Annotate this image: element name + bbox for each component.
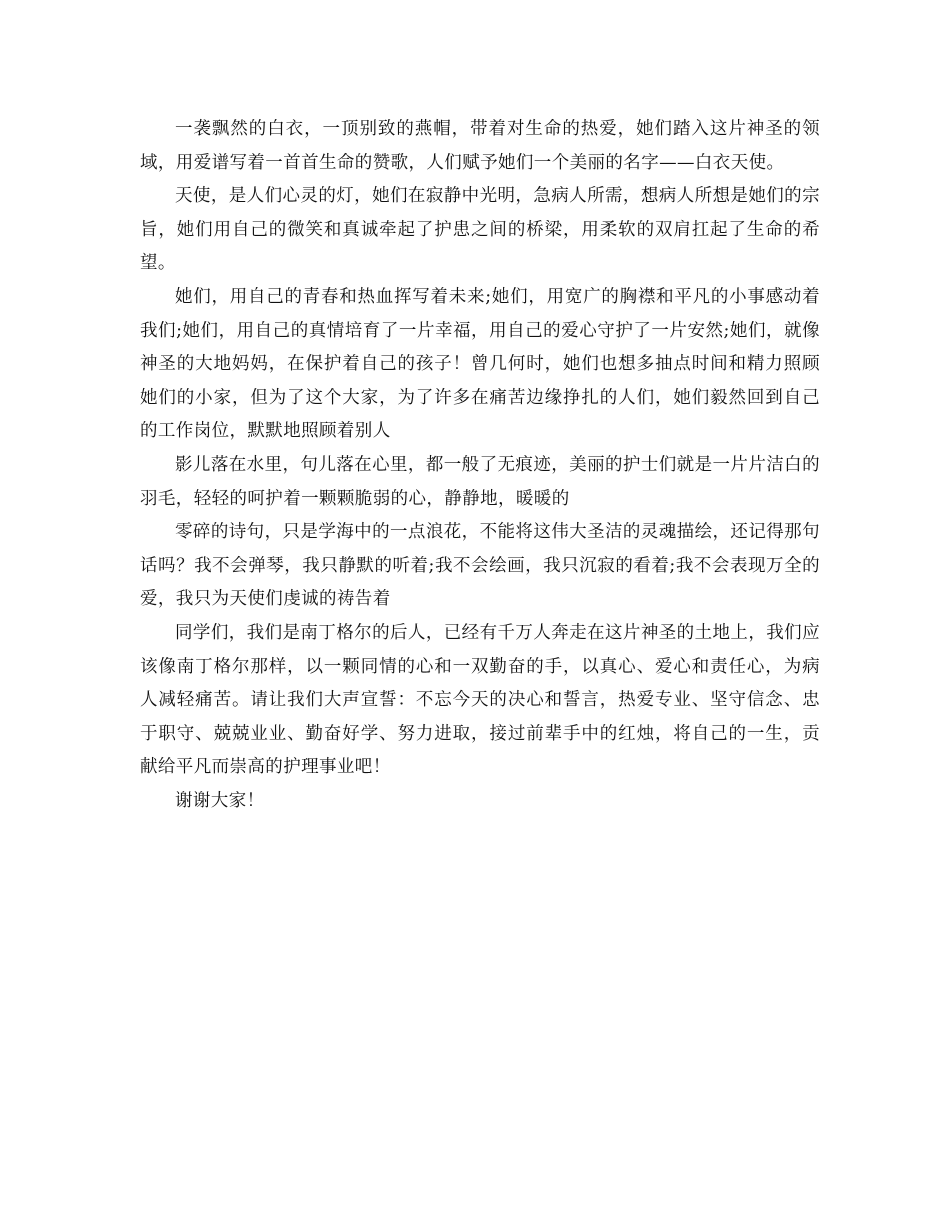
paragraph-angels-lamp: 天使，是人们心灵的灯，她们在寂静中光明，急病人所需，想病人所想是她们的宗旨，她们用自己的微笑和真诚牵起了护患之间的桥梁，用柔软的双肩扛起了生命的希望。 xyxy=(140,186,820,274)
paragraph-thanks: 谢谢大家！ xyxy=(175,790,265,811)
paragraph-youth-and-passion: 她们，用自己的青春和热血挥写着未来;她们，用宽广的胸襟和平凡的小事感动着我们;她们，用自己的真情培育了一片幸福，用自己的爱心守护了一片安然;她们，就像神圣的大地妈妈，在保护着自己的孩子！曾几何时，她们也想多抽点时间和精力照顾她们的小家，但为了这个大家，为了许多在痛苦边缘挣扎的人们，她们毅然回到自己的工作岗位，默默地照顾着别人 xyxy=(140,286,820,442)
paragraph-white-uniform: 一袭飘然的白衣，一顶别致的燕帽，带着对生命的热爱，她们踏入这片神圣的领域，用爱谱写着一首首生命的赞歌，人们赋予她们一个美丽的名字——白衣天使。 xyxy=(140,119,820,173)
paragraph-feathers: 影儿落在水里，句儿落在心里，都一般了无痕迹，美丽的护士们就是一片片洁白的羽毛，轻轻的呵护着一颗颗脆弱的心，静静地，暖暖的 xyxy=(140,454,820,509)
document-body xyxy=(140,113,820,818)
paragraph-pledge: 同学们，我们是南丁格尔的后人，已经有千万人奔走在这片神圣的土地上，我们应该像南丁格尔那样，以一颗同情的心和一双勤奋的手，以真心、爱心和责任心，为病人减轻痛苦。请让我们大声宣誓：不忘今天的决心和誓言，热爱专业、坚守信念、忠于职守、兢兢业业、勤奋好学、努力进取，接过前辈手中的红烛，将自己的一生，贡献给平凡而崇高的护理事业吧！ xyxy=(140,622,820,778)
paragraph-poem-fragments: 零碎的诗句，只是学海中的一点浪花，不能将这伟大圣洁的灵魂描绘，还记得那句话吗？我不会弹琴，我只静默的听着;我不会绘画，我只沉寂的看着;我不会表现万全的爱，我只为天使们虔诚的祷告着 xyxy=(140,522,820,610)
